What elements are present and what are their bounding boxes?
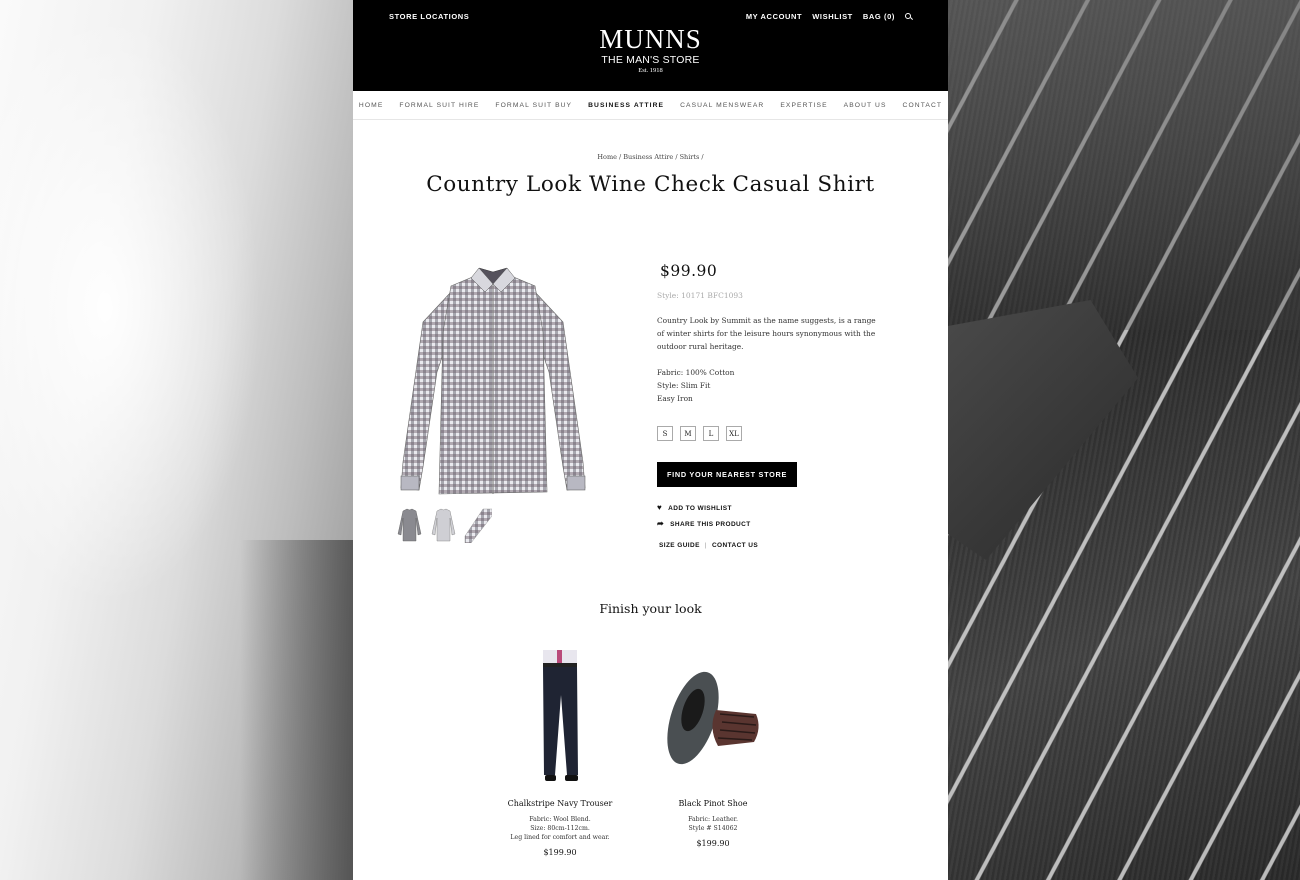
share-icon: ➦ xyxy=(657,519,665,528)
size-option-l[interactable]: L xyxy=(703,426,719,441)
breadcrumb[interactable]: Home / Business Attire / Shirts / xyxy=(597,153,704,161)
utility-right xyxy=(746,12,912,21)
logo[interactable] xyxy=(353,26,948,75)
logo-est: Est. 1918 xyxy=(638,67,663,74)
logo-tagline: THE MAN'S STORE xyxy=(601,54,700,66)
nav-item-about-us[interactable]: ABOUT US xyxy=(843,101,887,109)
size-guide-link[interactable]: SIZE GUIDE xyxy=(659,542,700,549)
background-right-pinstripe-photo xyxy=(948,0,1300,880)
utility-left xyxy=(389,12,469,21)
shoe-detail-fabric: Fabric: Leather. xyxy=(688,816,738,823)
share-product-link[interactable] xyxy=(657,520,877,528)
heart-icon: ♥ xyxy=(657,503,663,512)
trouser-detail-lining: Leg lined for comfort and wear. xyxy=(510,834,610,841)
add-to-wishlist-label: ADD TO WISHLIST xyxy=(668,504,732,512)
thumbnail-front[interactable] xyxy=(395,506,424,543)
nav-item-business-attire[interactable]: BUSINESS ATTIRE xyxy=(588,101,665,109)
trouser-image xyxy=(485,650,635,785)
main-nav xyxy=(353,91,948,120)
product-links xyxy=(659,542,877,549)
shoe-name: Black Pinot Shoe xyxy=(678,799,748,808)
nav-item-formal-suit-hire[interactable]: FORMAL SUIT HIRE xyxy=(399,101,480,109)
page-title: Country Look Wine Check Casual Shirt xyxy=(426,172,875,197)
trouser-detail-fabric: Fabric: Wool Blend. xyxy=(529,816,591,823)
product-description: Country Look by Summit as the name suggests, is a range of winter shirts for the leisure hours synonymous with the outdoor rural heritage. xyxy=(657,316,876,351)
shoe-price: $199.90 xyxy=(696,839,730,848)
spec-fabric: Fabric: 100% Cotton xyxy=(657,368,735,377)
lapel-shape xyxy=(948,300,1138,560)
page-panel xyxy=(353,0,948,880)
product-price: $99.90 xyxy=(660,262,718,280)
logo-name: MUNNS xyxy=(599,24,702,54)
background-left-photo xyxy=(0,0,353,880)
product-actions xyxy=(657,504,877,528)
nav-item-home[interactable]: HOME xyxy=(358,101,384,109)
nav-item-formal-suit-buy[interactable]: FORMAL SUIT BUY xyxy=(495,101,573,109)
share-product-label: SHARE THIS PRODUCT xyxy=(670,520,751,528)
product-specs xyxy=(657,366,877,405)
product-info xyxy=(657,262,877,549)
recommended-item-shoe[interactable] xyxy=(638,650,788,848)
trouser-details xyxy=(485,815,635,842)
size-option-s[interactable]: S xyxy=(657,426,673,441)
shoe-detail-style: Style # S14062 xyxy=(688,825,738,832)
add-to-wishlist-link[interactable] xyxy=(657,504,877,512)
bag-link[interactable]: BAG (0) xyxy=(862,12,895,21)
nav-item-contact[interactable]: CONTACT xyxy=(902,101,943,109)
wishlist-link[interactable]: WISHLIST xyxy=(812,12,853,21)
product-thumbnails xyxy=(395,506,492,543)
finish-your-look-heading: Finish your look xyxy=(599,601,702,616)
recommended-item-trouser[interactable] xyxy=(485,650,635,857)
contact-us-link[interactable]: CONTACT US xyxy=(711,542,759,549)
link-separator: | xyxy=(704,542,707,549)
store-locations-link[interactable]: STORE LOCATIONS xyxy=(389,12,470,21)
top-bar xyxy=(353,0,948,91)
shoe-details xyxy=(638,815,788,833)
size-selector xyxy=(657,426,877,441)
shoe-image xyxy=(638,650,788,785)
thumbnail-fabric-detail[interactable] xyxy=(463,506,492,543)
product-style-code: Style: 10171 BFC1093 xyxy=(657,291,743,300)
thumbnail-back[interactable] xyxy=(429,506,458,543)
product-main-image[interactable] xyxy=(393,262,593,502)
trouser-price: $199.90 xyxy=(543,848,577,857)
spec-easy-iron: Easy Iron xyxy=(657,394,693,403)
my-account-link[interactable]: MY ACCOUNT xyxy=(745,12,803,21)
trouser-detail-size: Size: 80cm-112cm. xyxy=(530,825,590,832)
size-option-m[interactable]: M xyxy=(680,426,696,441)
find-store-button[interactable]: FIND YOUR NEAREST STORE xyxy=(657,462,797,487)
size-option-xl[interactable]: XL xyxy=(726,426,742,441)
nav-item-casual-menswear[interactable]: CASUAL MENSWEAR xyxy=(680,101,765,109)
spec-style: Style: Slim Fit xyxy=(657,381,711,390)
trouser-name: Chalkstripe Navy Trouser xyxy=(507,799,613,808)
nav-item-expertise[interactable]: EXPERTISE xyxy=(780,101,828,109)
search-icon[interactable] xyxy=(905,13,912,20)
